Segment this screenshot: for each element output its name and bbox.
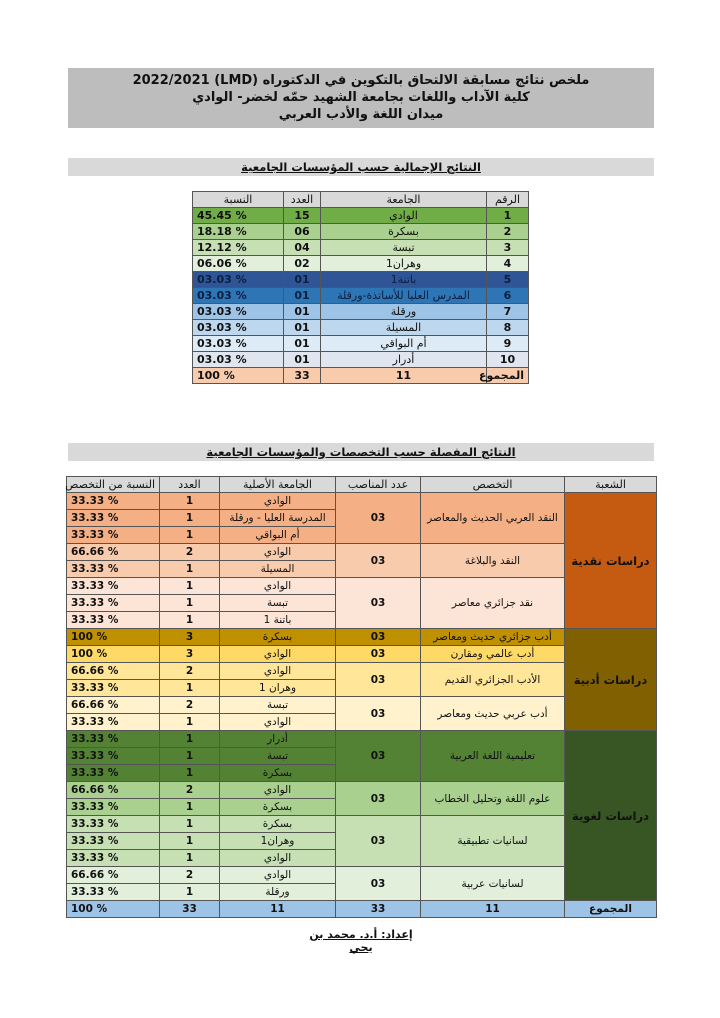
rank-cell: 7 [487,304,529,320]
col-positions-header: عدد المناصب [336,477,421,493]
university-cell: تبسة [220,748,336,765]
rank-cell: 6 [487,288,529,304]
total-universities-cell: 11 [220,901,336,918]
percent-cell: 33.33 % [67,561,160,578]
university-cell: الوادي [220,663,336,680]
header-field: ميدان اللغة والأدب العربي [278,107,444,122]
count-cell: 3 [160,646,220,663]
rank-cell: 9 [487,336,529,352]
count-cell: 01 [284,304,321,320]
positions-cell: 03 [336,697,421,731]
positions-cell: 03 [336,663,421,697]
university-cell: باتنة 1 [220,612,336,629]
count-cell: 1 [160,595,220,612]
table-row [67,629,657,646]
count-cell: 1 [160,799,220,816]
specialty-cell: النقد العربي الحديث والمعاصر [421,493,565,544]
col-percent-header: النسبة [193,192,284,208]
percent-cell: 100 % [67,646,160,663]
count-cell: 1 [160,833,220,850]
university-cell: المدرس العليا للأساتذة-ورقلة [321,288,487,304]
count-cell: 1 [160,561,220,578]
percent-cell: 03.03 % [193,272,284,288]
col-count-header: العدد [284,192,321,208]
university-cell: بسكرة [321,224,487,240]
count-cell: 1 [160,527,220,544]
percent-cell: 66.66 % [67,697,160,714]
count-cell: 1 [160,612,220,629]
percent-cell: 03.03 % [193,288,284,304]
section-title-overall: النتائج الإجمالية حسب المؤسسات الجامعية [68,158,654,176]
specialty-cell: أدب عالمي ومقارن [421,646,565,663]
percent-cell: 33.33 % [67,612,160,629]
university-cell: الوادي [220,782,336,799]
table-row [193,320,529,336]
count-cell: 1 [160,731,220,748]
table-row [193,224,529,240]
rank-cell: 10 [487,352,529,368]
percent-cell: 45.45 % [193,208,284,224]
total-row [193,368,529,384]
count-cell: 1 [160,816,220,833]
percent-cell: 03.03 % [193,304,284,320]
positions-cell: 03 [336,493,421,544]
document-header [68,68,654,128]
branch-cell: دراسات نقدية [565,493,657,629]
col-percent-header: النسبة من التخصص [67,477,160,493]
table-row [193,304,529,320]
count-cell: 1 [160,714,220,731]
count-cell: 01 [284,352,321,368]
university-cell: باتنة1 [321,272,487,288]
count-cell: 2 [160,663,220,680]
university-cell: بسكرة [220,765,336,782]
count-cell: 2 [160,782,220,799]
percent-cell: 33.33 % [67,833,160,850]
count-cell: 1 [160,765,220,782]
specialty-cell: أدب جزائري حديث ومعاصر [421,629,565,646]
table-header-row [193,192,529,208]
section-title-detailed: النتائج المفصلة حسب التخصصات والمؤسسات الجامعية [68,443,654,461]
rank-cell: 5 [487,272,529,288]
percent-cell: 03.03 % [193,320,284,336]
branch-cell: دراسات أدبية [565,629,657,731]
university-cell: ورقلة [321,304,487,320]
count-cell: 1 [160,850,220,867]
percent-cell: 12.12 % [193,240,284,256]
total-count-cell: 33 [160,901,220,918]
count-cell: 2 [160,697,220,714]
specialty-cell: النقد والبلاغة [421,544,565,578]
col-specialty-header: التخصص [421,477,565,493]
specialty-cell: تعليمية اللغة العربية [421,731,565,782]
rank-cell: 8 [487,320,529,336]
count-cell: 1 [160,493,220,510]
total-count-cell: 33 [284,368,321,384]
table-header-row [67,477,657,493]
col-university-header: الجامعة الأصلية [220,477,336,493]
positions-cell: 03 [336,867,421,901]
university-cell: الوادي [220,646,336,663]
count-cell: 01 [284,288,321,304]
positions-cell: 03 [336,629,421,646]
percent-cell: 33.33 % [67,510,160,527]
count-cell: 3 [160,629,220,646]
col-rank-header: الرقم [487,192,529,208]
university-cell: تبسة [220,697,336,714]
positions-cell: 03 [336,731,421,782]
total-label: المجموع [487,368,529,384]
positions-cell: 03 [336,544,421,578]
positions-cell: 03 [336,816,421,867]
table-row [67,493,657,510]
specialty-cell: أدب عربي حديث ومعاصر [421,697,565,731]
percent-cell: 33.33 % [67,765,160,782]
percent-cell: 33.33 % [67,884,160,901]
rank-cell: 3 [487,240,529,256]
university-cell: وهران1 [220,833,336,850]
total-row [67,901,657,918]
university-cell: الوادي [220,493,336,510]
percent-cell: 33.33 % [67,799,160,816]
percent-cell: 33.33 % [67,680,160,697]
percent-cell: 33.33 % [67,578,160,595]
university-cell: الوادي [220,850,336,867]
rank-cell: 4 [487,256,529,272]
count-cell: 1 [160,510,220,527]
percent-cell: 03.03 % [193,336,284,352]
col-university-header: الجامعة [321,192,487,208]
total-university-cell: 11 [321,368,487,384]
overall-results-table [192,191,529,384]
percent-cell: 33.33 % [67,527,160,544]
count-cell: 1 [160,748,220,765]
percent-cell: 33.33 % [67,595,160,612]
detailed-results-table [66,476,657,918]
count-cell: 2 [160,544,220,561]
col-branch-header: الشعبة [565,477,657,493]
rank-cell: 2 [487,224,529,240]
count-cell: 15 [284,208,321,224]
university-cell: وهران 1 [220,680,336,697]
table-row [193,240,529,256]
university-cell: الوادي [321,208,487,224]
percent-cell: 66.66 % [67,544,160,561]
positions-cell: 03 [336,782,421,816]
header-faculty: كلية الآداب واللغات بجامعة الشهيد حمّه لخضر- الوادي [192,90,530,105]
count-cell: 06 [284,224,321,240]
count-cell: 1 [160,578,220,595]
table-row [193,336,529,352]
university-cell: أدرار [220,731,336,748]
university-cell: بسكرة [220,629,336,646]
university-cell: تبسة [321,240,487,256]
prepared-by: إعداد: أ.د. محمد بن يحي [309,928,413,954]
count-cell: 01 [284,320,321,336]
total-specialties-cell: 11 [421,901,565,918]
percent-cell: 33.33 % [67,850,160,867]
count-cell: 01 [284,336,321,352]
table-row [193,256,529,272]
percent-cell: 66.66 % [67,663,160,680]
university-cell: وهران1 [321,256,487,272]
count-cell: 04 [284,240,321,256]
percent-cell: 33.33 % [67,816,160,833]
percent-cell: 33.33 % [67,731,160,748]
percent-cell: 33.33 % [67,748,160,765]
percent-cell: 06.06 % [193,256,284,272]
total-label: المجموع [565,901,657,918]
col-count-header: العدد [160,477,220,493]
total-positions-cell: 33 [336,901,421,918]
table-row [193,272,529,288]
table-row [67,731,657,748]
specialty-cell: لسانيات عربية [421,867,565,901]
specialty-cell: علوم اللغة وتحليل الخطاب [421,782,565,816]
count-cell: 2 [160,867,220,884]
university-cell: الوادي [220,714,336,731]
university-cell: المسيلة [220,561,336,578]
percent-cell: 03.03 % [193,352,284,368]
university-cell: المسيلة [321,320,487,336]
total-percent-cell: 100 % [193,368,284,384]
count-cell: 1 [160,680,220,697]
percent-cell: 66.66 % [67,867,160,884]
branch-cell: دراسات لغوية [565,731,657,901]
positions-cell: 03 [336,646,421,663]
specialty-cell: لسانيات تطبيقية [421,816,565,867]
university-cell: المدرسة العليا - ورقلة [220,510,336,527]
table-row [193,208,529,224]
count-cell: 1 [160,884,220,901]
university-cell: الوادي [220,544,336,561]
percent-cell: 33.33 % [67,493,160,510]
university-cell: بسكرة [220,799,336,816]
rank-cell: 1 [487,208,529,224]
specialty-cell: نقد جزائري معاصر [421,578,565,629]
table-row [193,288,529,304]
university-cell: تبسة [220,595,336,612]
specialty-cell: الأدب الجزائري القديم [421,663,565,697]
university-cell: أدرار [321,352,487,368]
university-cell: الوادي [220,578,336,595]
percent-cell: 100 % [67,629,160,646]
total-percent-cell: 100 % [67,901,160,918]
university-cell: الوادي [220,867,336,884]
percent-cell: 66.66 % [67,782,160,799]
university-cell: أم البواقي [321,336,487,352]
percent-cell: 33.33 % [67,714,160,731]
university-cell: أم البواقي [220,527,336,544]
university-cell: بسكرة [220,816,336,833]
count-cell: 02 [284,256,321,272]
positions-cell: 03 [336,578,421,629]
table-row [193,352,529,368]
percent-cell: 18.18 % [193,224,284,240]
count-cell: 01 [284,272,321,288]
header-title: ملخص نتائج مسابقة الالتحاق بالتكوين في الدكتوراه (LMD) 2022/2021 [132,73,590,88]
university-cell: ورقلة [220,884,336,901]
